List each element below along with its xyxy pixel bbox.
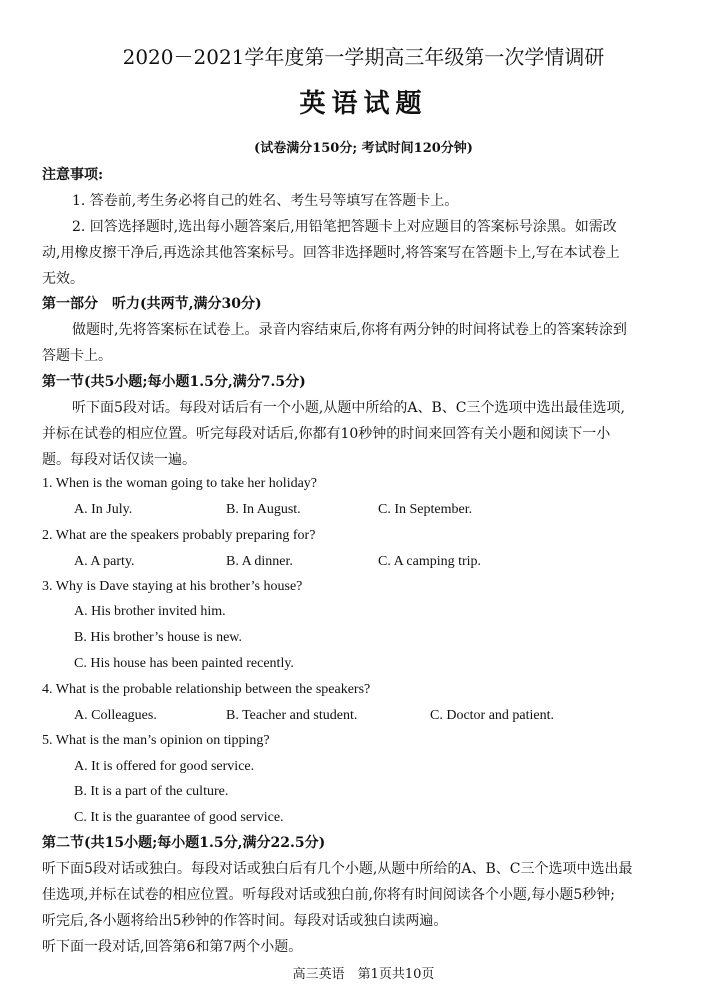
question-4-option-c: C. Doctor and patient.	[430, 708, 555, 723]
exam-title: 2020－2021学年度第一学期高三年级第一次学情调研	[122, 45, 605, 69]
page-footer: 高三英语 第1页共10页	[292, 967, 435, 982]
question-5: 5. What is the man’s opinion on tipping?	[42, 733, 270, 748]
question-3-option-a: A. His brother invited him.	[74, 604, 226, 619]
note-2-line-1: 2. 回答选择题时,选出每小题答案后,用铅笔把答题卡上对应题目的答案标号涂黑。如需改	[72, 219, 617, 235]
question-4-option-a: A. Colleagues.	[74, 708, 157, 723]
question-1-option-b: B. In August.	[226, 502, 301, 517]
section2-intro-line-2: 佳选项,并标在试卷的相应位置。听每段对话或独白前,你将有时间阅读各个小题,每小题5秒钟;	[42, 887, 615, 903]
section1-heading: 第一节(共5小题;每小题1.5分,满分7.5分)	[42, 374, 306, 390]
section1-intro-line-3: 题。每段对话仅读一遍。	[42, 452, 196, 468]
question-3-option-c: C. His house has been painted recently.	[74, 656, 294, 671]
section2-intro-line-4: 听下面一段对话,回答第6和第7两个小题。	[42, 939, 303, 955]
question-3-option-b: B. His brother’s house is new.	[74, 630, 242, 645]
question-4-option-b: B. Teacher and student.	[226, 708, 358, 723]
question-4: 4. What is the probable relationship between the speakers?	[42, 682, 371, 697]
question-1-option-a: A. In July.	[74, 502, 133, 517]
part1-intro-line-2: 答题卡上。	[42, 348, 112, 364]
section1-intro-line-1: 听下面5段对话。每段对话后有一个小题,从题中所给的A、B、C三个选项中选出最佳选项,	[72, 400, 625, 416]
subject-title: 英语试题	[299, 89, 428, 119]
section1-intro-line-2: 并标在试卷的相应位置。听完每段对话后,你都有10秒钟的时间来回答有关小题和阅读下一小	[42, 426, 611, 442]
note-2-line-3: 无效。	[42, 271, 84, 287]
question-3: 3. Why is Dave staying at his brother’s house?	[42, 579, 303, 594]
note-2-line-2: 动,用橡皮擦干净后,再选涂其他答案标号。回答非选择题时,将答案写在答题卡上,写在本试卷上	[42, 245, 620, 261]
part1-heading: 第一部分 听力(共两节,满分30分)	[42, 296, 262, 312]
question-1-option-c: C. In September.	[378, 502, 473, 517]
question-5-option-a: A. It is offered for good service.	[74, 759, 255, 774]
notes-heading: 注意事项:	[42, 167, 104, 183]
note-1: 1. 答卷前,考生务必将自己的姓名、考生号等填写在答题卡上。	[72, 193, 459, 209]
question-5-option-b: B. It is a part of the culture.	[74, 784, 229, 799]
question-2-option-a: A. A party.	[74, 554, 135, 569]
question-2-option-c: C. A camping trip.	[378, 554, 482, 569]
question-1: 1. When is the woman going to take her holiday?	[42, 476, 318, 491]
exam-info: (试卷满分150分; 考试时间120分钟)	[254, 141, 473, 156]
question-2: 2. What are the speakers probably preparing for?	[42, 528, 316, 543]
question-2-option-b: B. A dinner.	[226, 554, 293, 569]
section2-heading: 第二节(共15小题;每小题1.5分,满分22.5分)	[42, 835, 326, 851]
part1-intro-line-1: 做题时,先将答案标在试卷上。录音内容结束后,你将有两分钟的时间将试卷上的答案转涂到	[72, 322, 627, 338]
question-5-option-c: C. It is the guarantee of good service.	[74, 810, 284, 825]
section2-intro-line-3: 听完后,各小题将给出5秒钟的作答时间。每段对话或独白读两遍。	[42, 913, 448, 929]
section2-intro-line-1: 听下面5段对话或独白。每段对话或独白后有几个小题,从题中所给的A、B、C三个选项中选出最	[42, 861, 633, 877]
